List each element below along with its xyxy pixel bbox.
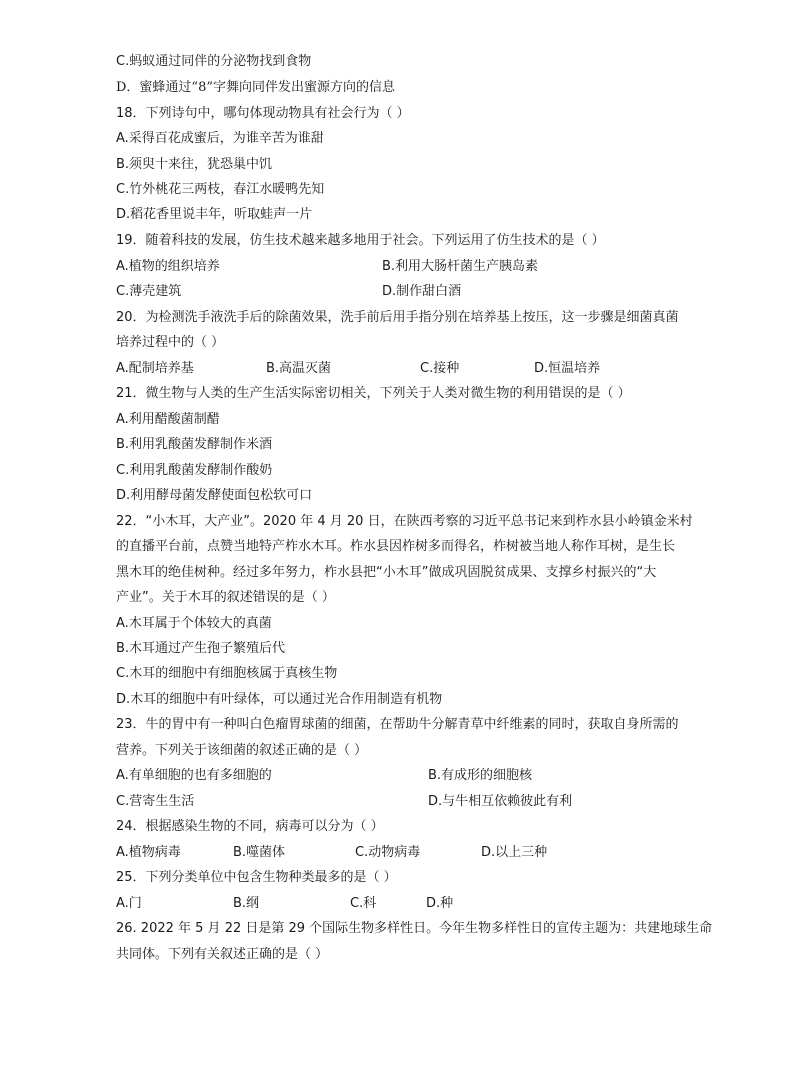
q23-stem-line1: 23．牛的胃中有一种叫白色瘤胃球菌的细菌，在帮助牛分解青草中纤维素的同时，获取自身所需的 xyxy=(116,717,679,732)
q20-option-a: A.配制培养基 xyxy=(116,361,194,376)
q19-option-a: A.植物的组织培养 xyxy=(116,259,220,274)
q23-option-c: C.营寄生生活 xyxy=(116,794,195,809)
q23-stem-line2: 营养。下列关于该细菌的叙述正确的是（ ） xyxy=(116,743,368,758)
q21-option-a: A.利用醋酸菌制醋 xyxy=(116,412,220,427)
q22-option-a: A.木耳属于个体较大的真菌 xyxy=(116,616,272,631)
q22-stem-line3: 黑木耳的绝佳树种。经过多年努力，柞水县把“小木耳”做成巩固脱贫成果、支撑乡村振兴的“大 xyxy=(116,565,657,580)
q24-stem: 24．根据感染生物的不同，病毒可以分为（ ） xyxy=(116,819,384,834)
q21-stem: 21．微生物与人类的生产生活实际密切相关，下列关于人类对微生物的利用错误的是（ ） xyxy=(116,386,631,401)
q25-stem: 25．下列分类单位中包含生物种类最多的是（ ） xyxy=(116,870,397,885)
q24-option-d: D.以上三种 xyxy=(481,845,548,860)
q25-option-a: A.门 xyxy=(116,896,142,911)
q23-option-b: B.有成形的细胞核 xyxy=(428,768,533,783)
q19-stem: 19．随着科技的发展，仿生技术越来越多地用于社会。下列运用了仿生技术的是（ ） xyxy=(116,233,605,248)
q22-stem-line2: 的直播平台前，点赞当地特产柞水木耳。柞水县因柞树多而得名，柞树被当地人称作耳树，是生长 xyxy=(116,539,676,554)
q23-option-d: D.与牛相互依赖彼此有利 xyxy=(428,794,573,809)
q25-option-d: D.种 xyxy=(426,896,454,911)
q22-option-d: D.木耳的细胞中有叶绿体，可以通过光合作用制造有机物 xyxy=(116,692,443,707)
q22-option-c: C.木耳的细胞中有细胞核属于真核生物 xyxy=(116,666,338,681)
q18-stem: 18．下列诗句中，哪句体现动物具有社会行为（ ） xyxy=(116,106,410,121)
q25-option-c: C.科 xyxy=(350,896,377,911)
q21-option-c: C.利用乳酸菌发酵制作酸奶 xyxy=(116,463,273,478)
q18-option-d: D.稻花香里说丰年，听取蛙声一片 xyxy=(116,207,313,222)
q26-stem-line2: 共同体。下列有关叙述正确的是（ ） xyxy=(116,947,329,962)
q24-option-a: A.植物病毒 xyxy=(116,845,181,860)
q25-option-b: B.纲 xyxy=(233,896,260,911)
q19-option-b: B.利用大肠杆菌生产胰岛素 xyxy=(382,259,539,274)
q17-option-d: D．蜜蜂通过“8”字舞向同伴发出蜜源方向的信息 xyxy=(116,80,395,95)
q22-option-b: B.木耳通过产生孢子繁殖后代 xyxy=(116,641,286,656)
q20-stem-line2: 培养过程中的（ ） xyxy=(116,335,225,350)
q18-option-b: B.须臾十来往，犹恐巢中饥 xyxy=(116,157,273,172)
q22-stem-line1: 22．“小木耳，大产业”。2020 年 4 月 20 日，在陕西考察的习近平总书记来到柞水县小岭镇金米村 xyxy=(116,514,693,529)
q21-option-d: D.利用酵母菌发酵使面包松软可口 xyxy=(116,488,313,503)
q17-option-c: C.蚂蚁通过同伴的分泌物找到食物 xyxy=(116,54,312,69)
q22-stem-line4: 产业”。关于木耳的叙述错误的是（ ） xyxy=(116,590,335,605)
q24-option-b: B.噬菌体 xyxy=(233,845,286,860)
q19-option-c: C.薄壳建筑 xyxy=(116,284,182,299)
q26-stem-line1: 26. 2022 年 5 月 22 日是第 29 个国际生物多样性日。今年生物多样性日的宣传主题为：共建地球生命 xyxy=(116,921,713,936)
q20-stem-line1: 20．为检测洗手液洗手后的除菌效果，洗手前后用手指分别在培养基上按压，这一步骤是细菌真菌 xyxy=(116,310,679,325)
q18-option-c: C.竹外桃花三两枝，春江水暖鸭先知 xyxy=(116,182,325,197)
q20-option-b: B.高温灭菌 xyxy=(266,361,332,376)
q23-option-a: A.有单细胞的也有多细胞的 xyxy=(116,768,272,783)
q24-option-c: C.动物病毒 xyxy=(355,845,421,860)
q19-option-d: D.制作甜白酒 xyxy=(382,284,462,299)
q20-option-c: C.接种 xyxy=(420,361,460,376)
q18-option-a: A.采得百花成蜜后，为谁辛苦为谁甜 xyxy=(116,131,324,146)
q21-option-b: B.利用乳酸菌发酵制作米酒 xyxy=(116,437,273,452)
q20-option-d: D.恒温培养 xyxy=(534,361,601,376)
